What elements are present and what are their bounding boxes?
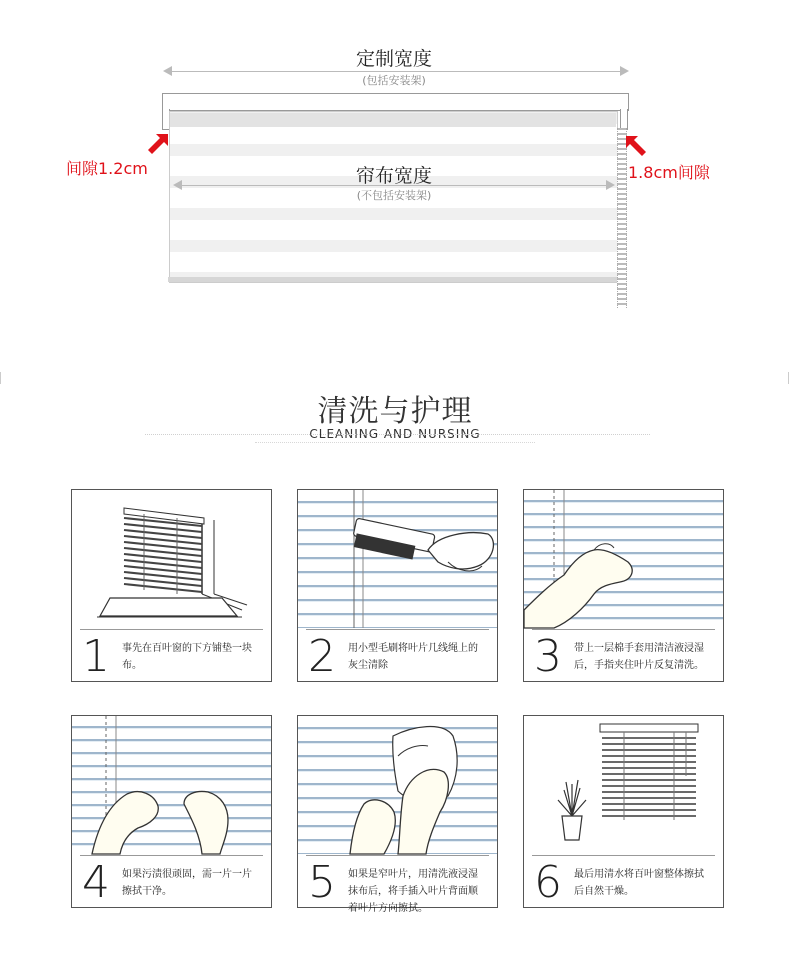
arrow-left-head [163, 66, 172, 76]
step-6-illustration [524, 716, 723, 854]
step-description: 如果是窄叶片，用清洗液浸湿抹布后，将手插入叶片背面顺着叶片方向擦拭。 [348, 869, 478, 914]
section-title: 清洗与护理 [317, 394, 473, 429]
card-divider [306, 629, 489, 630]
arrow-right-head [606, 180, 615, 190]
fabric-width-title: 帘布宽度 [355, 165, 432, 187]
step-number: 5 [308, 857, 336, 908]
arrow-right-head [620, 66, 629, 76]
step-card-5 [297, 715, 498, 914]
card-divider [80, 855, 263, 856]
measurement-diagram [0, 0, 790, 330]
step-number: 2 [308, 631, 336, 682]
step-card-1 [71, 489, 272, 682]
step-card-4 [71, 715, 272, 908]
card-divider [306, 855, 489, 856]
step-number: 6 [534, 857, 562, 908]
step-card-6 [523, 715, 724, 908]
custom-width-note: (包括安装架) [294, 72, 494, 88]
step-number: 4 [82, 857, 110, 908]
step-number: 3 [534, 631, 562, 682]
step-5-illustration [298, 716, 497, 854]
custom-width-title: 定制宽度 [294, 44, 494, 71]
step-number: 1 [82, 631, 110, 682]
edge-mark [0, 372, 1, 384]
card-divider [80, 629, 263, 630]
section-subtitle: CLEANING AND NURSING [309, 427, 481, 441]
step-2-illustration [298, 490, 497, 628]
step-description: 事先在百叶窗的下方铺垫一块布。 [122, 643, 252, 671]
step-description: 最后用清水将百叶窗整体擦拭后自然干燥。 [574, 869, 704, 897]
blind-top-band [170, 113, 616, 127]
step-card-3 [523, 489, 724, 682]
step-description: 如果污渍很顽固，需一片一片擦拭干净。 [122, 869, 252, 897]
step-description: 带上一层棉手套用清洁液浸湿后，手指夹住叶片反复清洗。 [574, 643, 704, 671]
card-divider [532, 855, 715, 856]
right-gap-arrow-icon [624, 134, 648, 158]
card-divider [532, 629, 715, 630]
step-card-2 [297, 489, 498, 682]
step-4-illustration [72, 716, 271, 854]
head-rail [162, 93, 629, 111]
step-description: 用小型毛刷将叶片几线绳上的灰尘清除 [348, 643, 478, 671]
bottom-bar [168, 277, 617, 282]
left-gap-arrow-icon [146, 132, 170, 156]
arrow-left-head [173, 180, 182, 190]
decorative-fine-print [255, 442, 535, 445]
fabric-width-note: (不包括安装架) [356, 189, 432, 202]
step-1-illustration [72, 490, 271, 628]
decorative-fine-print [145, 434, 650, 437]
edge-mark [788, 372, 789, 384]
left-gap-label: 间隙1.2cm [66, 159, 148, 178]
step-3-illustration [524, 490, 723, 628]
right-bracket [620, 109, 628, 130]
right-gap-label: 1.8cm间隙 [628, 163, 710, 182]
